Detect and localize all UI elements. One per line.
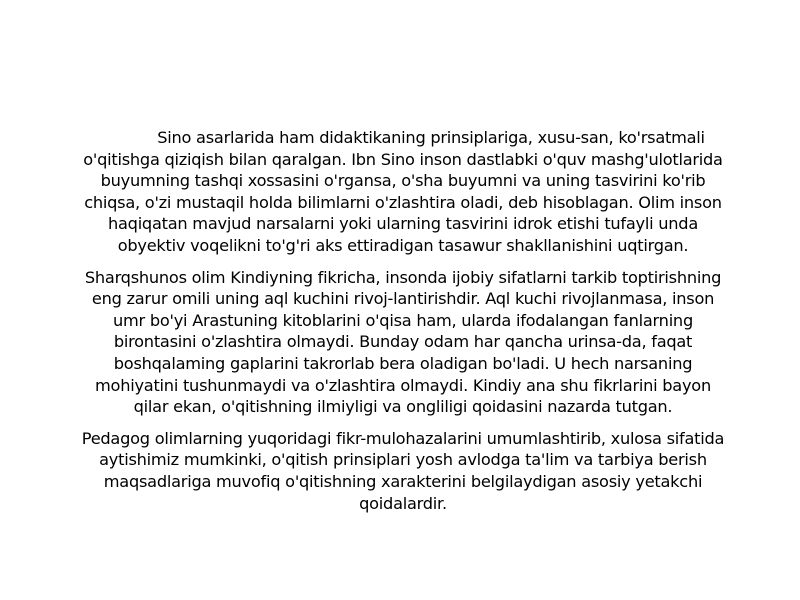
- paragraph-ibn-sino: Sino asarlarida ham didaktikaning prinsiplariga, xusu-san, ko'rsatmali o'qitishga qiziqish bilan qaralgan. Ibn Sino inson dastlabki o'quv mashg'ulotlarida buyumning tashqi xossasini o'rgansa, o'sha buyumni va uning tasvirini ko'rib chiqsa, o'zi mustaqil holda bilimlarni o'zlashtira oladi, deb hisoblagan. Olim inson haqiqatan mavjud narsalarni yoki ularning tasvirini idrok etishi tufayli unda obyektiv voqelikni to'g'ri aks ettiradigan tasawur shakllanishini uqtirgan.: [83, 128, 723, 255]
- document-body: [78, 127, 728, 524]
- paragraph-conclusion: Pedagog olimlarning yuqoridagi fikr-mulohazalarini umumlashtirib, xulosa sifatida aytishimiz mumkinki, o'qitish prinsiplari yosh avlodga ta'lim va tarbiya berish maqsadlariga muvofiq o'qitishning xarakterini belgilaydigan asosiy yetakchi qoidalardir.: [81, 428, 725, 513]
- paragraph-kindiy: Sharqshunos olim Kindiyning fikricha, insonda ijobiy sifatlarni tarkib toptirishning eng zarur omili uning aql kuchini rivoj-lantirishdir. Aql kuchi rivojlanmasa, inson umr bo'yi Arastuning kitoblarini o'qisa ham, ularda ifodalangan fanlarning birontasini o'zlashtira olmaydi. Bunday odam har qancha urinsa-da, faqat boshqalaming gaplarini takrorlab bera oladigan bo'ladi. U hech narsaning mohiyatini tushunmaydi va o'zlashtira olmaydi. Kindiy ana shu fikrlarini bayon qilar ekan, o'qitishning ilmiyligi va ongliligi qoidasini nazarda tutgan.: [84, 267, 722, 417]
